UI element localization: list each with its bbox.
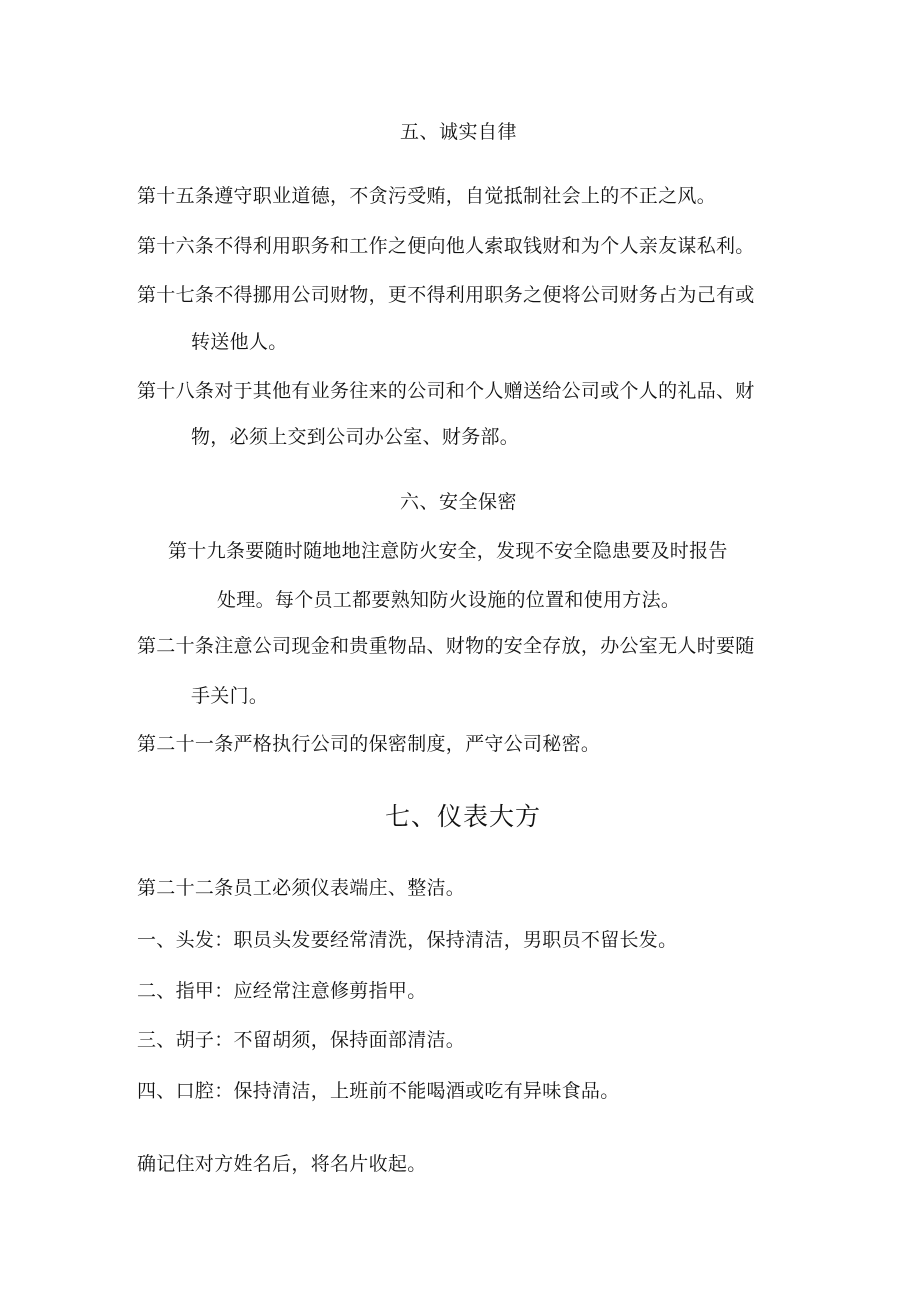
section-heading-integrity: 五、诚实自律 — [400, 121, 518, 143]
article-17-line-1: 第十七条不得挪用公司财物，更不得利用职务之便将公司财务占为己有或 — [137, 284, 755, 306]
article-19-line-1: 第十九条要随时随地地注意防火安全，发现不安全隐患要及时报告 — [168, 540, 728, 562]
appearance-item-beard: 三、胡子：不留胡须，保持面部清洁。 — [137, 1029, 466, 1051]
article-19-line-2: 处理。每个员工都要熟知防火设施的位置和使用方法。 — [217, 589, 681, 611]
article-21: 第二十一条严格执行公司的保密制度，严守公司秘密。 — [137, 733, 601, 755]
article-22: 第二十二条员工必须仪表端庄、整洁。 — [137, 877, 466, 899]
article-20-line-2: 手关门。 — [191, 685, 269, 707]
appearance-item-hair: 一、头发：职员头发要经常清洗，保持清洁，男职员不留长发。 — [137, 929, 678, 951]
appearance-item-mouth: 四、口腔：保持清洁，上班前不能喝酒或吃有异味食品。 — [137, 1080, 620, 1102]
article-18-line-2: 物，必须上交到公司办公室、财务部。 — [191, 426, 520, 448]
article-16: 第十六条不得利用职务和工作之便向他人索取钱财和为个人亲友谋私利。 — [137, 235, 755, 257]
article-20-line-1: 第二十条注意公司现金和贵重物品、财物的安全存放，办公室无人时要随 — [137, 635, 755, 657]
closing-line: 确记住对方姓名后，将名片收起。 — [137, 1153, 427, 1175]
article-18-line-1: 第十八条对于其他有业务往来的公司和个人赠送给公司或个人的礼品、财 — [137, 380, 755, 402]
article-17-line-2: 转送他人。 — [191, 331, 288, 353]
appearance-item-nails: 二、指甲：应经常注意修剪指甲。 — [137, 980, 427, 1002]
section-heading-appearance: 七、仪表大方 — [385, 802, 542, 831]
article-15: 第十五条遵守职业道德，不贪污受贿，自觉抵制社会上的不正之风。 — [137, 185, 717, 207]
section-heading-safety: 六、安全保密 — [400, 491, 518, 513]
